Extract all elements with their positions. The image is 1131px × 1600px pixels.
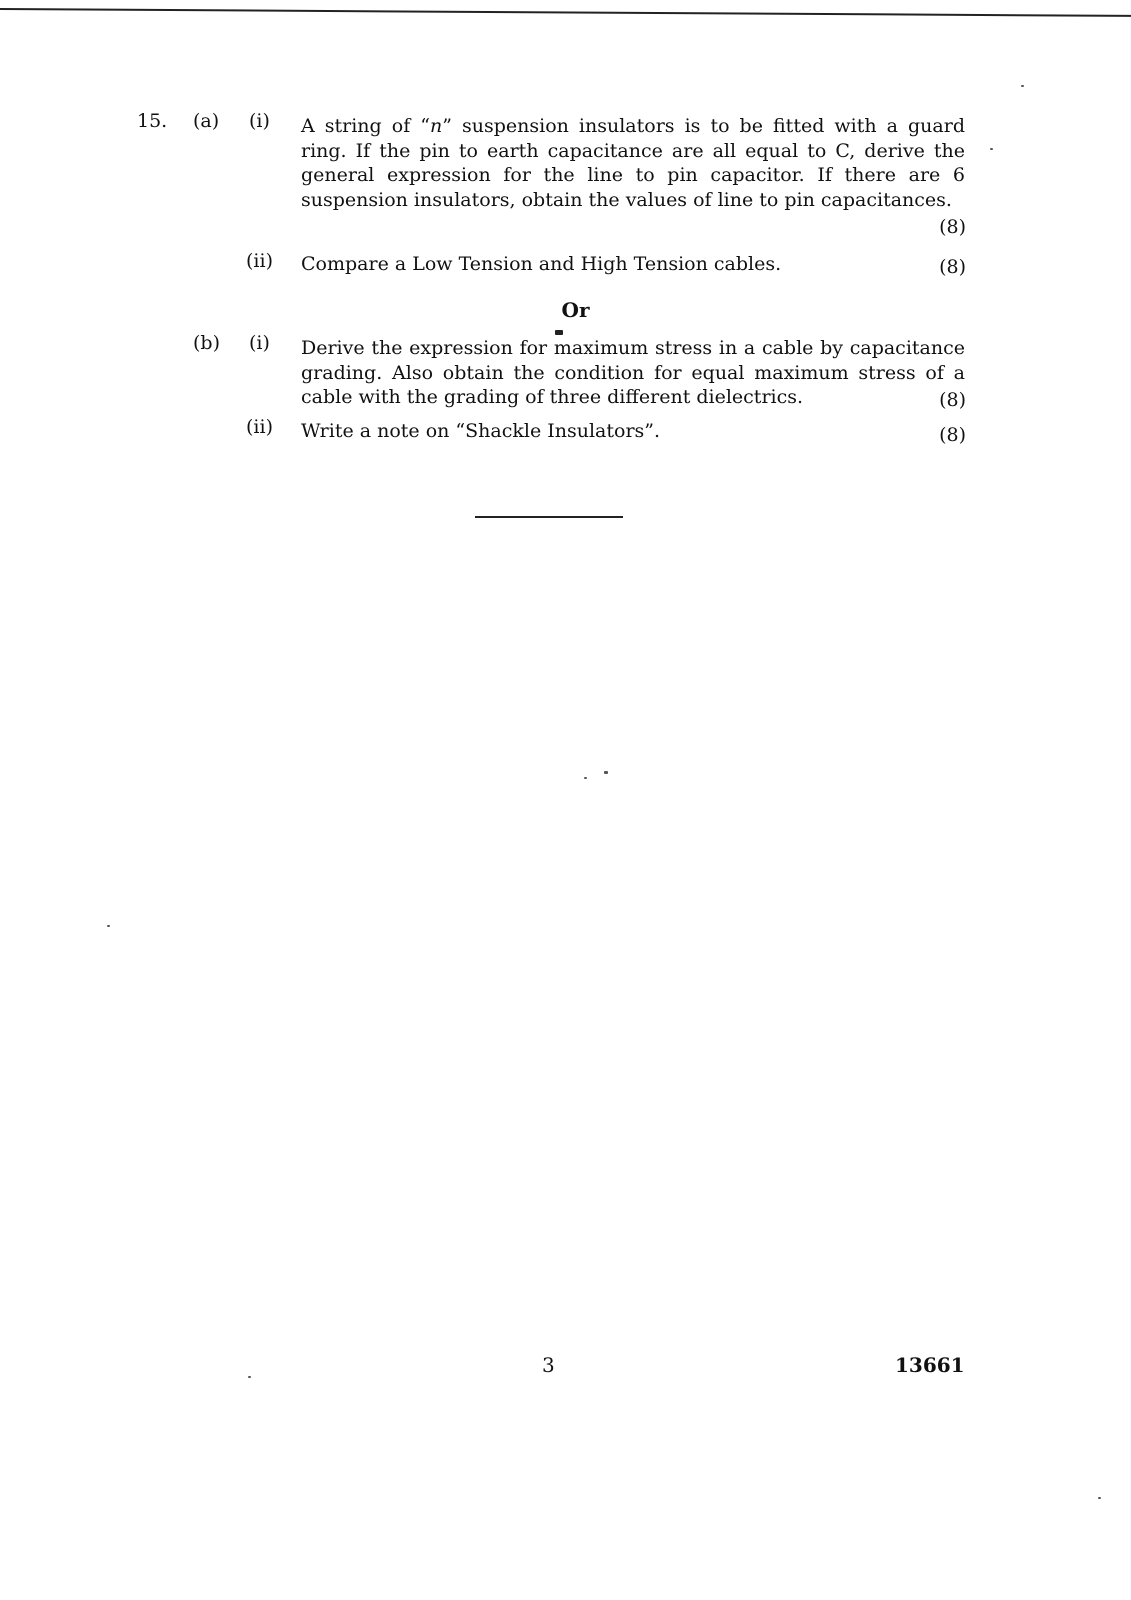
part-b-i-marks: (8) xyxy=(939,389,966,411)
page-number: 3 xyxy=(542,1353,555,1377)
end-of-questions-rule xyxy=(475,516,623,518)
part-a-ii-marks: (8) xyxy=(939,256,966,278)
top-rule xyxy=(0,8,1131,17)
part-b-label: (b) xyxy=(193,332,220,354)
scan-speck xyxy=(248,1376,251,1378)
or-separator: Or xyxy=(561,298,590,322)
part-b-ii-label: (ii) xyxy=(246,416,273,438)
part-a-label: (a) xyxy=(193,110,220,132)
scan-speck xyxy=(604,771,608,774)
paper-code: 13661 xyxy=(895,1353,965,1377)
part-a-i-text: A string of “n” suspension insulators is to be fitted with a guard ring. If the pin to earth capacitance are all equal to C, derive the general expression for the line to pin capacitor. If there are 6 suspension insulators, obtain the values of line to pin capacitances. xyxy=(301,115,965,211)
scan-speck xyxy=(107,925,110,927)
part-a-i-marks: (8) xyxy=(939,216,966,238)
scan-speck xyxy=(1098,1497,1101,1499)
part-a-i-label: (i) xyxy=(249,110,270,132)
scan-speck xyxy=(584,777,587,779)
part-b-i-label: (i) xyxy=(249,332,270,354)
scan-speck xyxy=(1021,85,1024,87)
part-b-ii-marks: (8) xyxy=(939,424,966,446)
scan-speck xyxy=(990,148,993,150)
part-b-ii-text: Write a note on “Shackle Insulators”. xyxy=(301,420,661,442)
part-b-i-text: Derive the expression for maximum stress in a cable by capacitance grading. Also obtain the condition for equal maximum stress of a cable with the grading of three different dielectrics. xyxy=(301,337,965,408)
scan-speck xyxy=(555,330,563,335)
question-number: 15. xyxy=(137,110,168,132)
part-a-ii-text: Compare a Low Tension and High Tension cables. xyxy=(301,253,782,275)
part-a-ii-label: (ii) xyxy=(246,250,273,272)
